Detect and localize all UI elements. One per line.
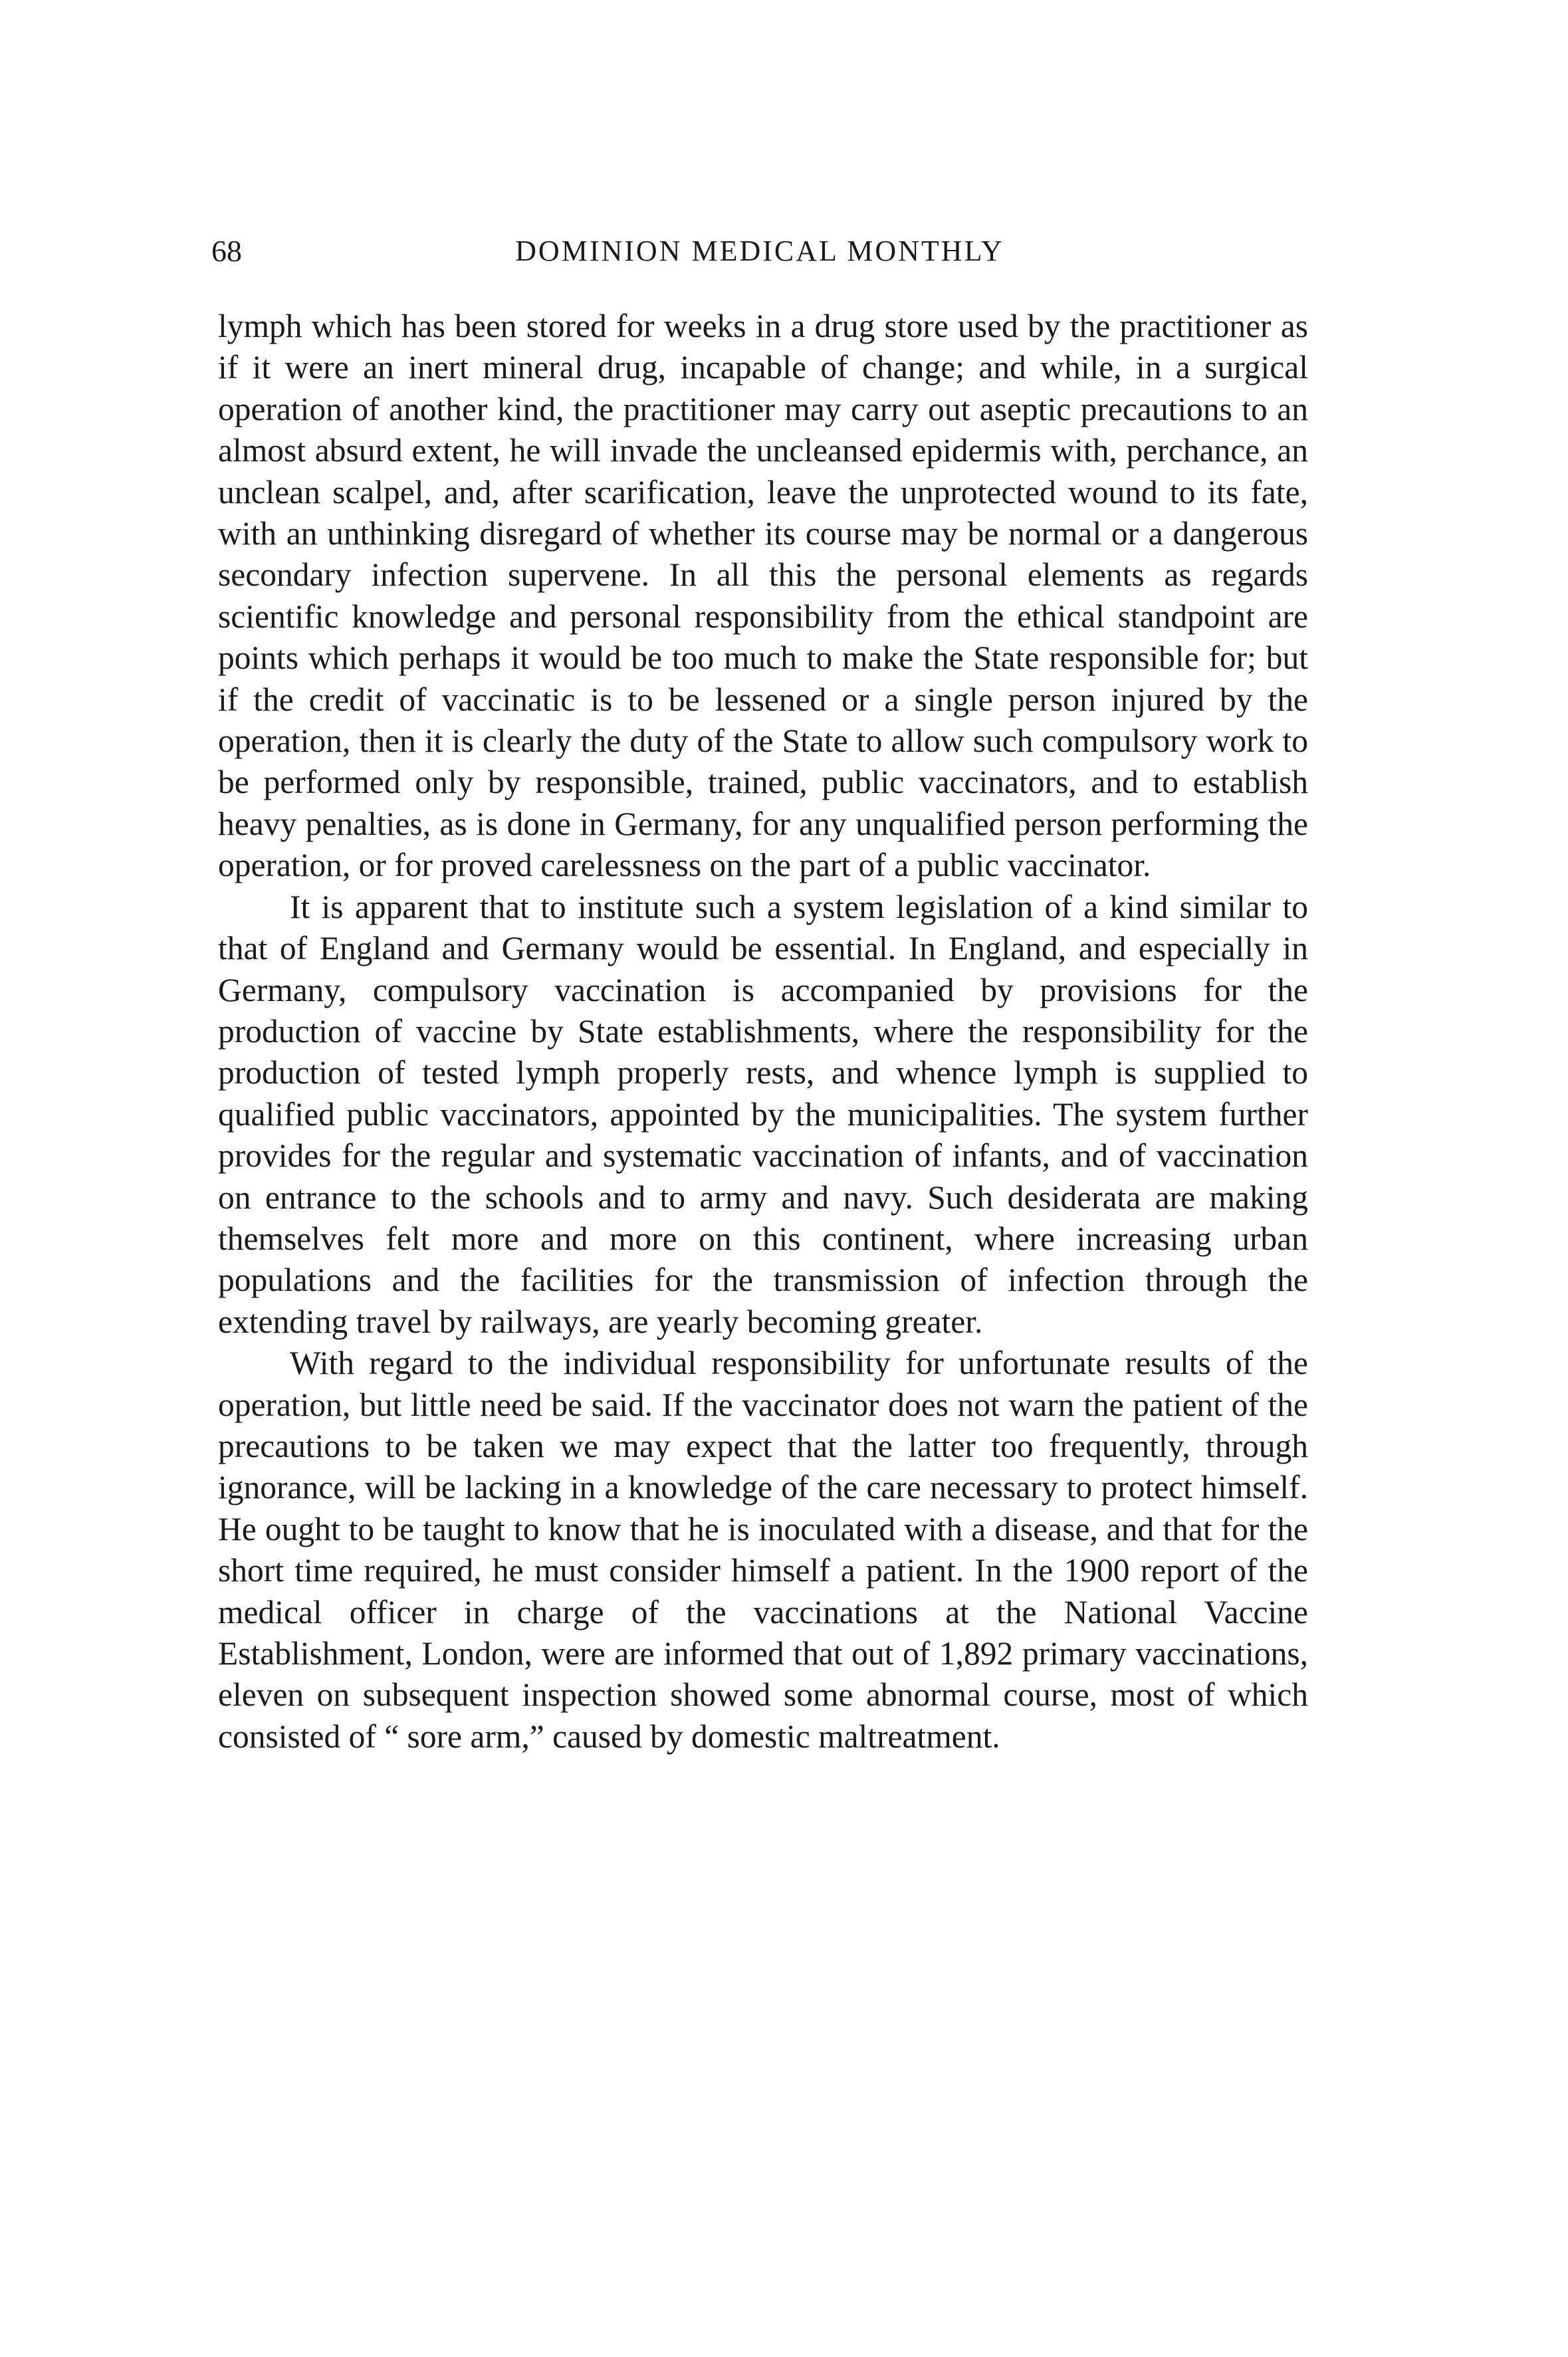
body-text	[218, 306, 1308, 1757]
page-header	[211, 231, 1308, 278]
paragraph-3: With regard to the individual responsibility for unfortunate results of the operation, but little need be said. If the vaccinator does not warn the patient of the precautions to be taken we may expect that the latter too frequently, through ignorance, will be lacking in a knowledge of the care necessary to protect himself. He ought to be taught to know that he is inoculated with a disease, and that for the short time required, he must consider himself a patient. In the 1900 report of the medical officer in charge of the vaccinations at the National Vaccine Establishment, London, were are informed that out of 1,892 primary vaccinations, eleven on subsequent inspection showed some abnormal course, most of which consisted of “ sore arm,” caused by domestic maltreatment.	[218, 1345, 1308, 1755]
page-number: 68	[211, 234, 242, 268]
paragraph-2: It is apparent that to institute such a system legislation of a kind similar to that of England and Germany would be essential. In England, and especially in Germany, compulsory vaccination is accompanied by provisions for the production of vaccine by State establishments, where the responsibility for the production of tested lymph properly rests, and whence lymph is supplied to qualified public vaccinators, appointed by the municipalities. The system further provides for the regular and systematic vaccination of infants, and of vaccination on entrance to the schools and to army and navy. Such desiderata are making themselves felt more and more on this continent, where increasing urban populations and the facilities for the transmission of infection through the extending travel by railways, are yearly becoming greater.	[218, 888, 1308, 1340]
running-head: DOMINION MEDICAL MONTHLY	[515, 235, 1004, 267]
paragraph-1: lymph which has been stored for weeks in a drug store used by the practitioner as if it were an inert mineral drug, incapable of change; and while, in a surgical operation of another kind, the practitioner may carry out aseptic precautions to an almost absurd extent, he will invade the uncleansed epidermis with, perchance, an unclean scalpel, and, after scarification, leave the unprotected wound to its fate, with an unthinking disregard of whether its course may be normal or a dangerous secondary infection supervene. In all this the personal elements as regards scientific knowledge and personal responsibility from the ethical standpoint are points which perhaps it would be too much to make the State responsible for; but if the credit of vaccinatic is to be lessened or a single person injured by the operation, then it is clearly the duty of the State to allow such compulsory work to be performed only by responsible, trained, public vaccinators, and to establish heavy penalties, as is done in Germany, for any unqualified person performing the operation, or for proved carelessness on the part of a public vaccinator.	[218, 308, 1308, 884]
